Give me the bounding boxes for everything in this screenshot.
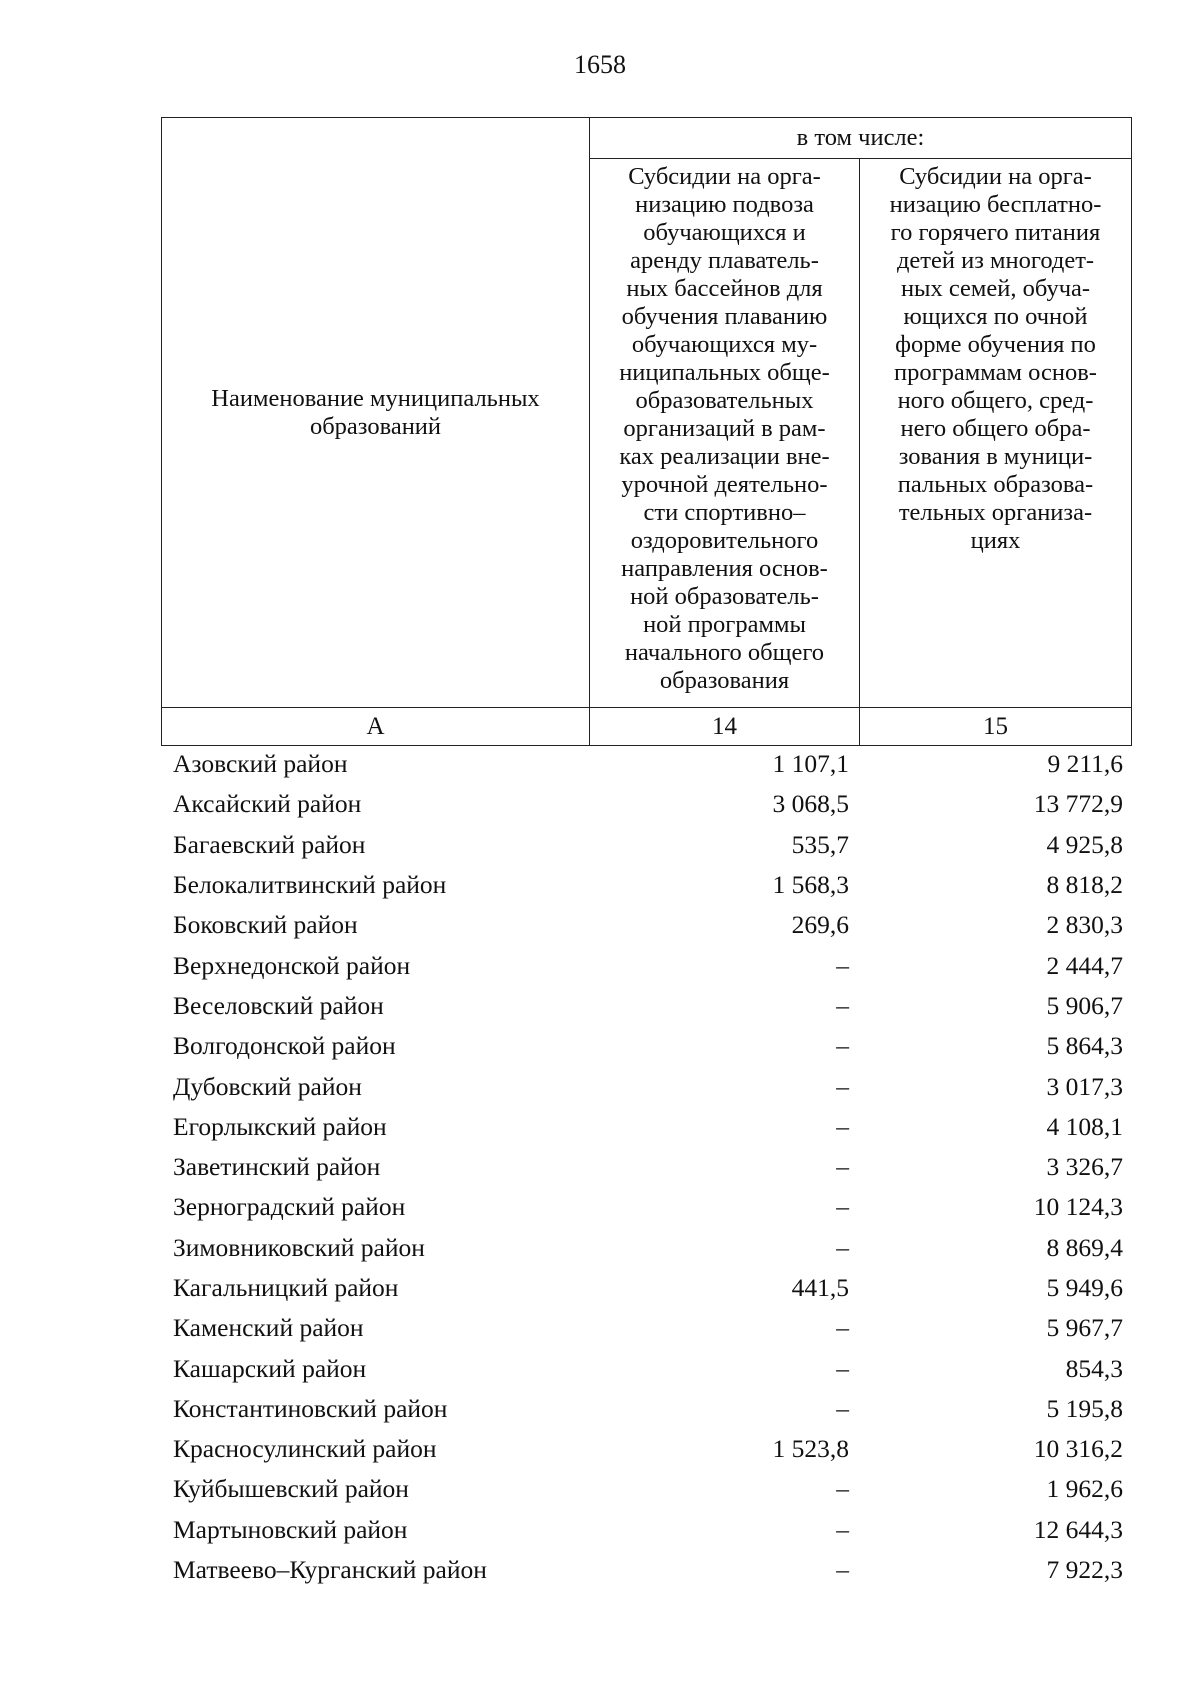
table-row: [161, 1469, 1131, 1509]
district-name: Азовский район: [173, 749, 348, 779]
value-col15: 13 772,9: [1033, 789, 1123, 819]
header-col15-line: программам основ-: [894, 359, 1097, 386]
header-col15-line: ющихся по очной: [903, 303, 1088, 330]
value-col14: –: [836, 1192, 849, 1222]
table-header: [161, 117, 1132, 746]
district-name: Белокалитвинский район: [173, 870, 447, 900]
table-row: [161, 1228, 1131, 1268]
value-col15: 3 017,3: [1046, 1071, 1123, 1101]
value-col15: 2 830,3: [1046, 910, 1123, 940]
district-name: Дубовский район: [173, 1071, 362, 1101]
header-col14-line: начального общего: [624, 639, 825, 666]
value-col14: 441,5: [791, 1273, 849, 1302]
table-body: [161, 744, 1131, 1590]
page-number: 1658: [574, 50, 626, 79]
value-col14: 1 107,1: [772, 749, 849, 779]
table-row: [161, 1187, 1131, 1227]
value-col14: –: [836, 1031, 849, 1061]
value-col15: 5 906,7: [1046, 990, 1123, 1020]
header-col15-line: низацию бесплатно-: [889, 191, 1102, 218]
header-col15-line: Субсидии на орга-: [899, 163, 1092, 190]
table-row: [161, 1510, 1131, 1550]
header-col14-line: аренду плаватель-: [630, 247, 819, 274]
table-row: [161, 784, 1131, 824]
district-name: Куйбышевский район: [173, 1474, 409, 1504]
value-col14: –: [836, 950, 849, 980]
district-name: Константиновский район: [173, 1393, 448, 1423]
header-col15-line: форме обучения по: [895, 331, 1096, 358]
table-row: [161, 1066, 1131, 1106]
value-col14: 269,6: [791, 910, 849, 940]
header-col14-line: обучающихся и: [643, 219, 806, 246]
value-col14: 535,7: [791, 829, 849, 859]
header-including: в том числе:: [590, 118, 1132, 159]
district-name: Волгодонской район: [173, 1031, 396, 1061]
district-name: Аксайский район: [173, 789, 362, 819]
value-col14: –: [836, 1313, 849, 1343]
district-name: Мартыновский район: [173, 1514, 408, 1544]
value-col14: –: [836, 1111, 849, 1141]
header-col15-line: детей из многодет-: [896, 247, 1095, 274]
value-col15: 10 316,2: [1033, 1434, 1123, 1464]
header-col14-line: оздоровительного: [630, 527, 819, 554]
header-col14-line: ках реализации вне-: [619, 443, 830, 470]
district-name: Заветинский район: [173, 1152, 381, 1182]
table-row: [161, 905, 1131, 945]
header-col14-line: образования: [659, 667, 790, 694]
header-name-column: Наименование муниципальных образований: [162, 118, 590, 708]
table-row: [161, 1308, 1131, 1348]
header-col15-line: него общего обра-: [900, 415, 1091, 442]
header-col15-line: го горячего питания: [890, 219, 1101, 246]
value-col15: 2 444,7: [1046, 950, 1123, 980]
column-code-14: 14: [590, 708, 860, 746]
column-code-a: А: [162, 708, 590, 746]
column-code-15: 15: [860, 708, 1132, 746]
value-col15: 8 818,2: [1046, 870, 1123, 900]
value-col14: –: [836, 1555, 849, 1585]
header-col15-line: пальных образова-: [897, 471, 1094, 498]
header-col14-line: Субсидии на орга-: [628, 163, 821, 190]
value-col15: 1 962,6: [1046, 1474, 1123, 1504]
value-col14: –: [836, 1514, 849, 1544]
value-col14: –: [836, 1152, 849, 1182]
value-col14: –: [836, 1232, 849, 1262]
table-row: [161, 1429, 1131, 1469]
table-row: [161, 744, 1131, 784]
table-row: [161, 1550, 1131, 1590]
value-col15: 9 211,6: [1047, 749, 1123, 779]
header-col15-line: тельных организа-: [898, 499, 1093, 526]
value-col14: –: [836, 990, 849, 1020]
value-col15: 8 869,4: [1046, 1232, 1123, 1262]
district-name: Егорлыкский район: [173, 1111, 387, 1141]
value-col15: 7 922,3: [1046, 1555, 1123, 1585]
table-row: [161, 986, 1131, 1026]
value-col15: 5 949,6: [1046, 1273, 1123, 1302]
header-col14-line: ной образователь-: [630, 583, 819, 610]
header-col15-line: ного общего, сред-: [897, 387, 1094, 414]
value-col15: 5 967,7: [1046, 1313, 1123, 1343]
header-col14-line: сти спортивно–: [643, 499, 806, 526]
table-row: [161, 1389, 1131, 1429]
table-row: [161, 1026, 1131, 1066]
table-row: [161, 1147, 1131, 1187]
value-col14: 3 068,5: [772, 789, 849, 819]
table-row: [161, 1107, 1131, 1147]
district-name: Матвеево–Курганский район: [173, 1555, 487, 1585]
value-col15: 3 326,7: [1046, 1152, 1123, 1182]
value-col14: –: [836, 1474, 849, 1504]
header-col14-line: обучающихся му-: [631, 331, 818, 358]
value-col15: 10 124,3: [1033, 1192, 1123, 1222]
header-col14-line: низацию подвоза: [635, 191, 814, 218]
district-name: Багаевский район: [173, 829, 366, 859]
table-row: [161, 825, 1131, 865]
table-row: [161, 1348, 1131, 1388]
table-row: [161, 865, 1131, 905]
table-row: [161, 1268, 1131, 1308]
header-col14-title: [590, 159, 860, 708]
value-col15: 12 644,3: [1033, 1514, 1123, 1544]
header-col14-line: урочной деятельно-: [621, 471, 828, 498]
district-name: Зерноградский район: [173, 1192, 406, 1222]
header-col15-line: ных семей, обуча-: [900, 275, 1091, 302]
value-col15: 854,3: [1065, 1353, 1123, 1383]
district-name: Зимовниковский район: [173, 1232, 425, 1262]
header-col15-line: зования в муници-: [898, 443, 1093, 470]
value-col15: 5 195,8: [1046, 1393, 1123, 1423]
value-col15: 4 108,1: [1046, 1111, 1123, 1141]
district-name: Каменский район: [173, 1313, 364, 1343]
header-col14-line: ных бассейнов для: [626, 275, 823, 302]
value-col15: 5 864,3: [1046, 1031, 1123, 1061]
value-col14: –: [836, 1353, 849, 1383]
district-name: Верхнедонской район: [173, 950, 411, 980]
header-col15-title: [860, 159, 1132, 708]
table-row: [161, 945, 1131, 985]
header-col14-line: направления основ-: [621, 555, 828, 582]
header-col14-line: организаций в рам-: [623, 415, 826, 442]
header-col15-line: циях: [970, 527, 1021, 554]
value-col14: 1 568,3: [772, 870, 849, 900]
value-col14: –: [836, 1071, 849, 1101]
district-name: Веселовский район: [173, 990, 384, 1020]
header-col14-line: обучения плаванию: [621, 303, 828, 330]
value-col15: 4 925,8: [1046, 829, 1123, 859]
header-col14-line: ной программы: [643, 611, 806, 638]
value-col14: –: [836, 1393, 849, 1423]
district-name: Кагальницкий район: [173, 1273, 399, 1302]
header-col14-line: образовательных: [635, 387, 814, 414]
district-name: Красносулинский район: [173, 1434, 437, 1464]
value-col14: 1 523,8: [772, 1434, 849, 1464]
district-name: Кашарский район: [173, 1353, 367, 1383]
header-col14-line: ниципальных обще-: [619, 359, 830, 386]
district-name: Боковский район: [173, 910, 358, 940]
